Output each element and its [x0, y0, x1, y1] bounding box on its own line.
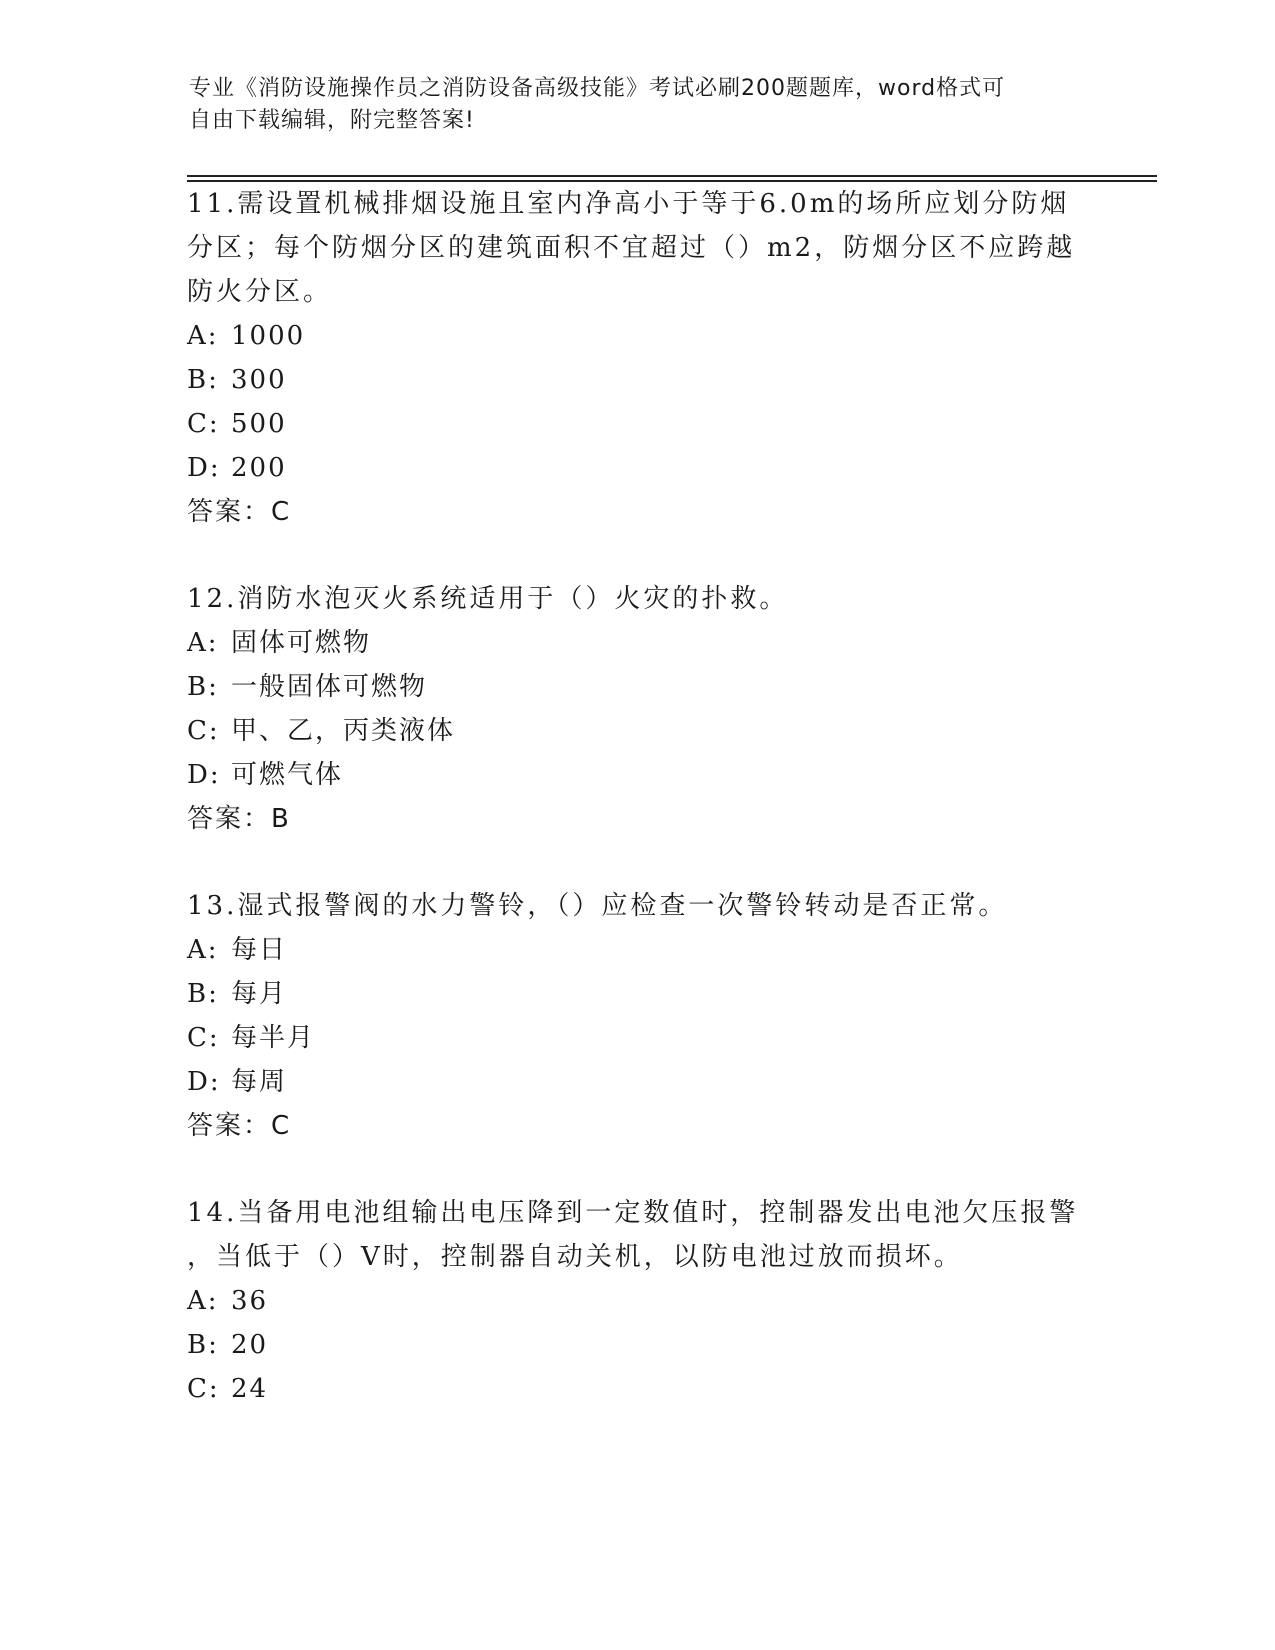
question-12-option-d: [187, 757, 343, 793]
question-11-answer: 答案：C: [187, 497, 292, 527]
option-letter: A:: [187, 1286, 219, 1316]
option-text: 甲、乙，丙类液体: [231, 716, 456, 746]
option-letter: C:: [187, 716, 220, 746]
question-11-option-a: [187, 318, 305, 354]
option-letter: C:: [187, 1023, 220, 1053]
question-12-option-c: [187, 713, 455, 749]
option-letter: D:: [187, 1067, 221, 1097]
option-text: 24: [231, 1374, 269, 1404]
option-text: 500: [231, 409, 287, 439]
option-letter: A:: [187, 628, 219, 658]
question-11-option-c: [187, 406, 287, 442]
question-13-option-d: [187, 1064, 287, 1100]
question-12-option-b: [187, 669, 427, 705]
question-14-option-c: [187, 1371, 268, 1407]
option-letter: D:: [187, 760, 221, 790]
question-11-line-3: 防火分区。: [187, 277, 333, 307]
question-13-option-c: [187, 1020, 315, 1056]
question-12-option-a: [187, 625, 371, 661]
header-rule-top: [187, 175, 1157, 177]
header-rule-bottom: [187, 180, 1157, 182]
option-text: 200: [231, 453, 287, 483]
question-13-option-a: [187, 932, 287, 968]
option-text: 每半月: [231, 1023, 316, 1053]
option-text: 可燃气体: [231, 760, 344, 790]
option-text: 36: [231, 1286, 269, 1316]
option-letter: B:: [187, 1330, 219, 1360]
option-text: 一般固体可燃物: [231, 672, 428, 702]
option-letter: B:: [187, 672, 219, 702]
question-14-line-1: 14.当备用电池组输出电压降到一定数值时，控制器发出电池欠压报警: [187, 1198, 1079, 1228]
question-14-option-b: [187, 1327, 268, 1363]
question-11-line-1: 11.需设置机械排烟设施且室内净高小于等于6.0m的场所应划分防烟: [187, 189, 1070, 219]
option-text: 固体可燃物: [231, 628, 372, 658]
option-letter: D:: [187, 453, 221, 483]
question-13-answer: 答案：C: [187, 1111, 292, 1141]
question-12-answer: 答案：B: [187, 804, 291, 834]
question-11-option-d: [187, 450, 287, 486]
header-line-2: 自由下载编辑，附完整答案!: [189, 108, 475, 133]
option-letter: A:: [187, 935, 219, 965]
question-13-line-1: 13.湿式报警阀的水力警铃，（）应检查一次警铃转动是否正常。: [187, 891, 1008, 921]
question-14-line-2: ，当低于（）V时，控制器自动关机，以防电池过放而损坏。: [187, 1242, 963, 1272]
header-line-1: 专业《消防设施操作员之消防设备高级技能》考试必刷200题题库，word格式可: [189, 76, 1006, 101]
question-13-option-b: [187, 976, 287, 1012]
option-letter: B:: [187, 365, 219, 395]
question-12-line-1: 12.消防水泡灭火系统适用于（）火灾的扑救。: [187, 584, 789, 614]
option-text: 1000: [231, 321, 306, 351]
option-text: 每月: [231, 979, 288, 1009]
option-letter: C:: [187, 1374, 220, 1404]
option-text: 300: [231, 365, 287, 395]
question-11-option-b: [187, 362, 287, 398]
option-text: 每日: [231, 935, 288, 965]
option-letter: B:: [187, 979, 219, 1009]
option-text: 每周: [231, 1067, 288, 1097]
option-text: 20: [231, 1330, 269, 1360]
option-letter: C:: [187, 409, 220, 439]
option-letter: A:: [187, 321, 219, 351]
question-11-line-2: 分区；每个防烟分区的建筑面积不宜超过（）m2，防烟分区不应跨越: [187, 233, 1076, 263]
question-14-option-a: [187, 1283, 268, 1319]
